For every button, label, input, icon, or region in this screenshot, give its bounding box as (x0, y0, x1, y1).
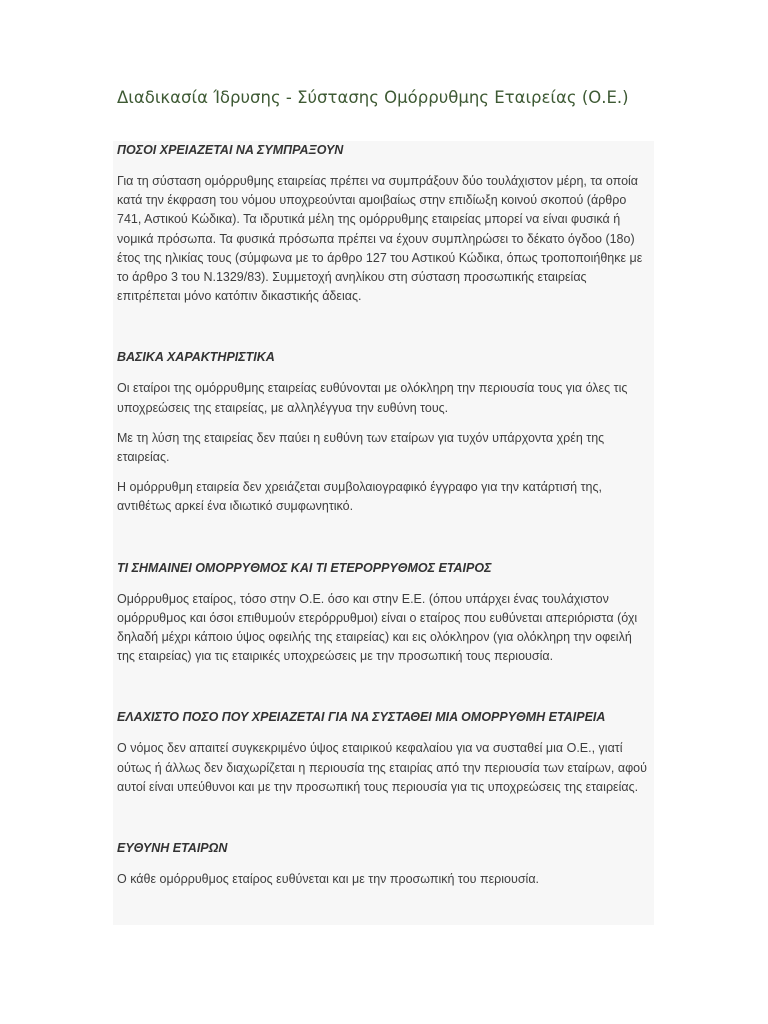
paragraph: Ο κάθε ομόρρυθμος εταίρος ευθύνεται και με την προσωπική του περιουσία. (117, 872, 540, 887)
paragraph: Οι εταίροι της ομόρρυθμης εταιρείας ευθύνονται με ολόκληρη την περιουσία τους για όλες τις υποχρεώσεις της εταιρείας, με αλληλέγγυα την ευθύνη τους. (117, 381, 628, 415)
paragraph: Η ομόρρυθμη εταιρεία δεν χρειάζεται συμβολαιογραφικό έγγραφο για την κατάρτισή της, αντιθέτως αρκεί ένα ιδιωτικό συμφωνητικό. (117, 480, 602, 514)
page-title: Διαδικασία Ίδρυσης - Σύστασης Ομόρρυθμης Εταιρείας (Ο.Ε.) (117, 88, 629, 107)
paragraph: Για τη σύσταση ομόρρυθμης εταιρείας πρέπει να συμπράξουν δύο τουλάχιστον μέρη, τα οποία κατά την έκφραση του νόμου υποχρεούνται αμοιβαίως στην επιδίωξη κοινού σκοπού (άρθρο 741, Αστικού Κώδικα). Τα ιδρυτικά μέλη της ομόρρυθμης εταιρείας μπορεί να είναι φυσικά ή νομικά πρόσωπα. Τα φυσικά πρόσωπα πρέπει να έχουν συμπληρώσει το δέκατο όγδοο (18ο) έτος της ηλικίας τους (σύμφωνα με το άρθρο 127 του Αστικού Κώδικα, όπως τροποποιήθηκε με το άρθρο 3 του Ν.1329/83). Συμμετοχή ανηλίκου στη σύσταση προσωπικής εταιρείας επιτρέπεται μόνο κατόπιν δικαστικής άδειας. (117, 174, 643, 304)
paragraph: Ομόρρυθμος εταίρος, τόσο στην Ο.Ε. όσο και στην Ε.Ε. (όπου υπάρχει ένας τουλάχιστον ομόρρυθμος και όσοι επιθυμούν ετερόρρυθμοι) είναι ο εταίρος που ευθύνεται απεριόριστα (όχι δηλαδή μέχρι κάποιο ύψος οφειλής της εταιρείας) και εις ολόκληρον (για ολόκληρη την οφειλή της εταιρείας) για τις εταιρικές υποχρεώσεις με την προσωπική τους περιουσία. (117, 591, 638, 664)
section-minimum-capital (117, 709, 650, 797)
paragraph: Ο νόμος δεν απαιτεί συγκεκριμένο ύψος εταιρικού κεφαλαίου για να συσταθεί μια Ο.Ε., γιατί ούτως ή άλλως δεν διαχωρίζεται η περιουσία της εταιρίας από την περιουσία των εταίρων, αφού αυτοί είναι υπεύθυνοι και με την προσωπική τους περιουσία για τις υποχρεώσεις της εταιρείας. (117, 741, 647, 794)
section-partners-count (117, 141, 650, 306)
section-heading: ΕΛΑΧΙΣΤΟ ΠΟΣΟ ΠΟΥ ΧΡΕΙΑΖΕΤΑΙ ΓΙΑ ΝΑ ΣΥΣΤΑΘΕΙ ΜΙΑ ΟΜΟΡΡΥΘΜΗ ΕΤΑΙΡΕΙΑ (117, 710, 606, 725)
section-basic-features (117, 349, 650, 516)
document-body (113, 141, 654, 925)
section-partner-liability (117, 840, 650, 889)
paragraph: Με τη λύση της εταιρείας δεν παύει η ευθύνη των εταίρων για τυχόν υπάρχοντα χρέη της εταιρείας. (117, 430, 605, 465)
section-heading: ΕΥΘΥΝΗ ΕΤΑΙΡΩΝ (117, 841, 228, 856)
section-heading: ΠΟΣΟΙ ΧΡΕΙΑΖΕΤΑΙ ΝΑ ΣΥΜΠΡΑΞΟΥΝ (117, 143, 344, 157)
section-heading: ΤΙ ΣΗΜΑΙΝΕΙ ΟΜΟΡΡΥΘΜΟΣ ΚΑΙ ΤΙ ΕΤΕΡΟΡΡΥΘΜΟΣ ΕΤΑΙΡΟΣ (117, 560, 492, 575)
section-heading: ΒΑΣΙΚΑ ΧΑΡΑΚΤΗΡΙΣΤΙΚΑ (117, 350, 275, 365)
section-partner-types (117, 560, 650, 667)
